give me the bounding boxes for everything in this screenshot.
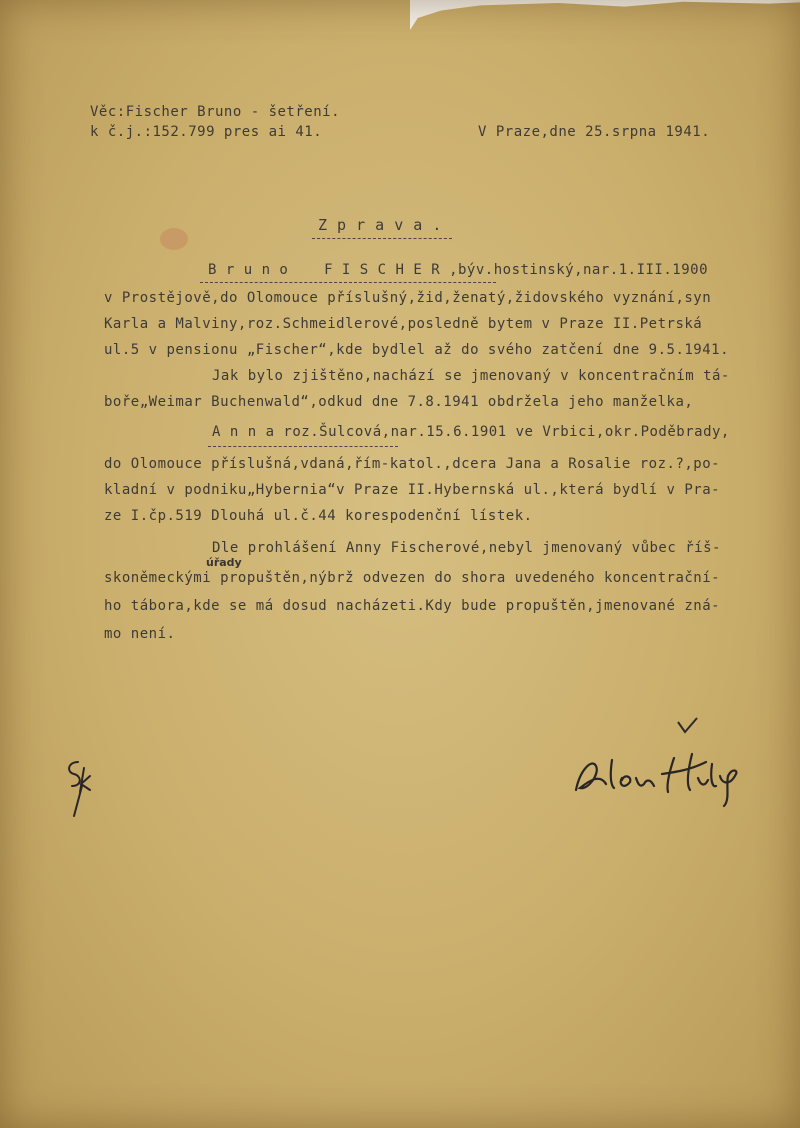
name-underline (200, 282, 496, 283)
body-line-5: Jak bylo zjištěno,nachází se jmenovaný v koncentračním tá- (212, 368, 730, 384)
faded-stamp-mark (160, 228, 188, 250)
reference-number: k č.j.:152.799 pres ai 41. (90, 124, 323, 140)
place-date: V Praze,dne 25.srpna 1941. (478, 124, 711, 140)
title-underline (312, 238, 452, 239)
check-mark-icon (676, 716, 700, 736)
subject-line: Věc:Fischer Bruno - šetření. (90, 104, 341, 120)
document-title: Z p r a v a . (318, 216, 442, 234)
body-line-3: Karla a Malviny,roz.Schmeidlerové,posledně bytem v Praze II.Petrská (104, 316, 703, 332)
body-line-14: mo není. (104, 626, 176, 642)
handwritten-insertion: úřady (206, 556, 242, 569)
body-line-1: B r u n o F I S C H E R ,býv.hostinský,nar.1.III.1900 (208, 262, 709, 278)
wife-name-underline (208, 446, 398, 447)
body-line-2: v Prostějově,do Olomouce příslušný,žid,ženatý,židovského vyznání,syn (104, 290, 712, 306)
signature (566, 740, 746, 810)
body-line-11: Dle prohlášení Anny Fischerové,nebyl jmenovaný vůbec říš- (212, 540, 721, 556)
body-line-9: kladní v podniku„Hybernia“v Praze II.Hybernská ul.,která bydlí v Pra- (104, 482, 721, 498)
body-line-10: ze I.čp.519 Dlouhá ul.č.44 korespodenční lístek. (104, 508, 533, 524)
initials-mark (60, 758, 96, 822)
body-line-13: ho tábora,kde se má dosud nacházeti.Kdy bude propuštěn,jmenované zná- (104, 598, 721, 614)
body-line-7: A n n a roz.Šulcová,nar.15.6.1901 ve Vrbici,okr.Poděbrady, (212, 424, 730, 440)
body-line-8: do Olomouce příslušná,vdaná,řím-katol.,dcera Jana a Rosalie roz.?,po- (104, 456, 721, 472)
torn-edge (410, 0, 800, 30)
body-line-4: ul.5 v pensionu „Fischer“,kde bydlel až do svého zatčení dne 9.5.1941. (104, 342, 730, 358)
body-line-6: boře„Weimar Buchenwald“,odkud dne 7.8.1941 obdržela jeho manželka, (104, 394, 694, 410)
body-line-12: skoněmeckými propuštěn,nýbrž odvezen do shora uvedeného koncentrační- (104, 570, 721, 586)
